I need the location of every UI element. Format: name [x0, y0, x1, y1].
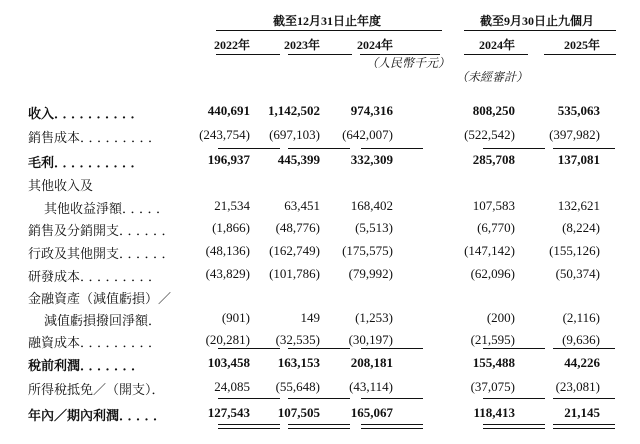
leader-dots: ．．．．．． [119, 246, 177, 261]
cell-value: 208,181 [350, 355, 393, 370]
cell-value: (79,992) [348, 266, 393, 281]
table-row [0, 379, 640, 399]
cell-value: 163,153 [277, 355, 320, 370]
row-label-text: 金融資產（減值虧損）／ [28, 291, 172, 306]
cell-value: (162,749) [269, 243, 320, 258]
year-rule [216, 54, 280, 55]
cell-value: (522,542) [464, 127, 515, 142]
row-label [28, 332, 163, 351]
table-row [0, 266, 640, 286]
year-header-2024-nine-months: 2024年 [478, 38, 515, 52]
subtotal-rule [483, 148, 545, 149]
row-label-text: 所得稅抵免／（開支） [28, 382, 152, 397]
group-header-annual: 截至12月31日止年度 [272, 14, 381, 28]
cell-value: (697,103) [269, 127, 320, 142]
cell-value: (50,374) [555, 266, 600, 281]
cell-value: (642,007) [342, 127, 393, 142]
year-rule [464, 54, 528, 55]
table-row [0, 332, 640, 352]
row-label-text: 融資成本 [28, 335, 81, 350]
total-double-rule [483, 424, 545, 429]
table-row [0, 198, 640, 218]
cell-value: 165,067 [350, 405, 393, 420]
leader-dots: ．．．．．．．．． [80, 130, 164, 145]
row-label-text: 銷售成本 [28, 130, 81, 145]
row-label [28, 379, 167, 398]
table-row [0, 243, 640, 263]
cell-value: 21,534 [214, 198, 250, 213]
cell-value: 127,543 [207, 405, 250, 420]
subtotal-rule [218, 148, 280, 149]
leader-dots: ．．．．． [122, 201, 172, 216]
cell-value: (155,126) [549, 243, 600, 258]
unaudited-label: （未經審計） [456, 70, 529, 84]
leader-dots: ．．．．．．．．． [80, 335, 164, 350]
cell-value: 149 [300, 310, 320, 325]
cell-value: 285,708 [472, 152, 515, 167]
row-label [28, 266, 163, 285]
leader-dots: ．．．．． [119, 408, 169, 423]
cell-value: 24,085 [214, 379, 250, 394]
cell-value: 808,250 [472, 103, 515, 118]
leader-dots: ． [151, 382, 167, 397]
table-row [0, 152, 640, 172]
cell-value: (2,116) [562, 310, 600, 325]
subtotal-rule [288, 398, 350, 399]
row-label [28, 405, 168, 424]
cell-value: 332,309 [350, 152, 393, 167]
year-header-2024: 2024年 [356, 38, 393, 52]
cell-value: (43,114) [349, 379, 393, 394]
cell-value: (21,595) [470, 332, 515, 347]
cell-value: (48,136) [205, 243, 250, 258]
cell-value: (37,075) [470, 379, 515, 394]
cell-value: 440,691 [207, 103, 250, 118]
cell-value: (6,770) [477, 220, 515, 235]
row-label-text: 年內／期內利潤 [28, 408, 120, 423]
cell-value: 974,316 [350, 103, 393, 118]
cell-value: 137,081 [557, 152, 600, 167]
cell-value: 21,145 [564, 405, 600, 420]
year-rule [288, 54, 352, 55]
subtotal-rule [218, 348, 280, 349]
table-row [0, 103, 640, 123]
cell-value: 196,937 [207, 152, 250, 167]
year-rule [544, 54, 616, 55]
cell-value: 44,226 [564, 355, 600, 370]
cell-value: (20,281) [205, 332, 250, 347]
row-label [28, 175, 93, 194]
row-label-text: 研發成本 [28, 269, 81, 284]
cell-value: 132,621 [557, 198, 600, 213]
subtotal-rule [288, 348, 350, 349]
row-label-text: 收入 [28, 106, 55, 121]
cell-value: (5,513) [355, 220, 393, 235]
row-label-text: 行政及其他開支 [28, 246, 120, 261]
cell-value: (147,142) [464, 243, 515, 258]
subtotal-rule [553, 398, 615, 399]
subtotal-rule [218, 398, 280, 399]
group-rule-nine-months [464, 30, 616, 31]
table-row [0, 175, 640, 195]
cell-value: 118,413 [473, 405, 515, 420]
row-label [28, 355, 146, 374]
cell-value: 107,505 [277, 405, 320, 420]
row-label [44, 310, 163, 329]
cell-value: 107,583 [472, 198, 515, 213]
cell-value: (200) [486, 310, 515, 325]
row-label [28, 127, 163, 146]
row-label [28, 103, 146, 122]
row-label-text: 其他收益淨額 [44, 201, 123, 216]
cell-value: (43,829) [205, 266, 250, 281]
leader-dots: ． [148, 313, 164, 328]
cell-value: (901) [221, 310, 250, 325]
table-row [0, 288, 640, 308]
leader-dots: ．．．．．．． [80, 358, 147, 373]
cell-value: 103,458 [207, 355, 250, 370]
table-row [0, 355, 640, 375]
subtotal-rule [483, 348, 545, 349]
group-rule-annual [216, 30, 442, 31]
table-row [0, 310, 640, 330]
cell-value: (55,648) [275, 379, 320, 394]
cell-value: (30,197) [348, 332, 393, 347]
subtotal-rule [553, 148, 615, 149]
leader-dots: ．．．．．．．．．． [54, 106, 146, 121]
table-row [0, 127, 640, 147]
total-double-rule [288, 424, 350, 429]
row-label-text: 稅前利潤 [28, 358, 81, 373]
row-label-text: 減值虧損撥回淨額 [44, 313, 149, 328]
cell-value: (397,982) [549, 127, 600, 142]
cell-value: 1,142,502 [268, 103, 320, 118]
cell-value: 535,063 [557, 103, 600, 118]
subtotal-rule [361, 398, 423, 399]
total-double-rule [553, 424, 615, 429]
cell-value: 445,399 [277, 152, 320, 167]
year-header-2023: 2023年 [283, 38, 320, 52]
subtotal-rule [361, 148, 423, 149]
cell-value: (8,224) [562, 220, 600, 235]
cell-value: 168,402 [350, 198, 393, 213]
cell-value: (175,575) [342, 243, 393, 258]
cell-value: (101,786) [269, 266, 320, 281]
cell-value: 63,451 [284, 198, 320, 213]
subtotal-rule [361, 348, 423, 349]
total-double-rule [218, 424, 280, 429]
cell-value: (48,776) [275, 220, 320, 235]
year-header-2025-nine-months: 2025年 [563, 38, 600, 52]
leader-dots: ．．．．．．．．． [80, 269, 164, 284]
group-header-nine-months: 截至9月30日止九個月 [479, 14, 594, 28]
cell-value: (1,253) [355, 310, 393, 325]
row-label-text: 毛利 [28, 155, 55, 170]
unit-label: （人民幣千元） [366, 56, 451, 70]
row-label [28, 152, 146, 171]
year-header-2022: 2022年 [213, 38, 250, 52]
row-label-text: 銷售及分銷開支 [28, 223, 120, 238]
table-row [0, 405, 640, 425]
cell-value: (243,754) [199, 127, 250, 142]
cell-value: (9,636) [562, 332, 600, 347]
subtotal-rule [288, 148, 350, 149]
cell-value: (1,866) [212, 220, 250, 235]
cell-value: (32,535) [275, 332, 320, 347]
row-label-text: 其他收入及 [28, 178, 94, 193]
leader-dots: ．．．．．．．．．． [54, 155, 146, 170]
table-row [0, 220, 640, 240]
leader-dots: ．．．．．． [119, 223, 177, 238]
row-label [28, 288, 171, 307]
subtotal-rule [553, 348, 615, 349]
subtotal-rule [483, 398, 545, 399]
cell-value: (23,081) [555, 379, 600, 394]
cell-value: 155,488 [472, 355, 515, 370]
cell-value: (62,096) [470, 266, 515, 281]
total-double-rule [361, 424, 423, 429]
